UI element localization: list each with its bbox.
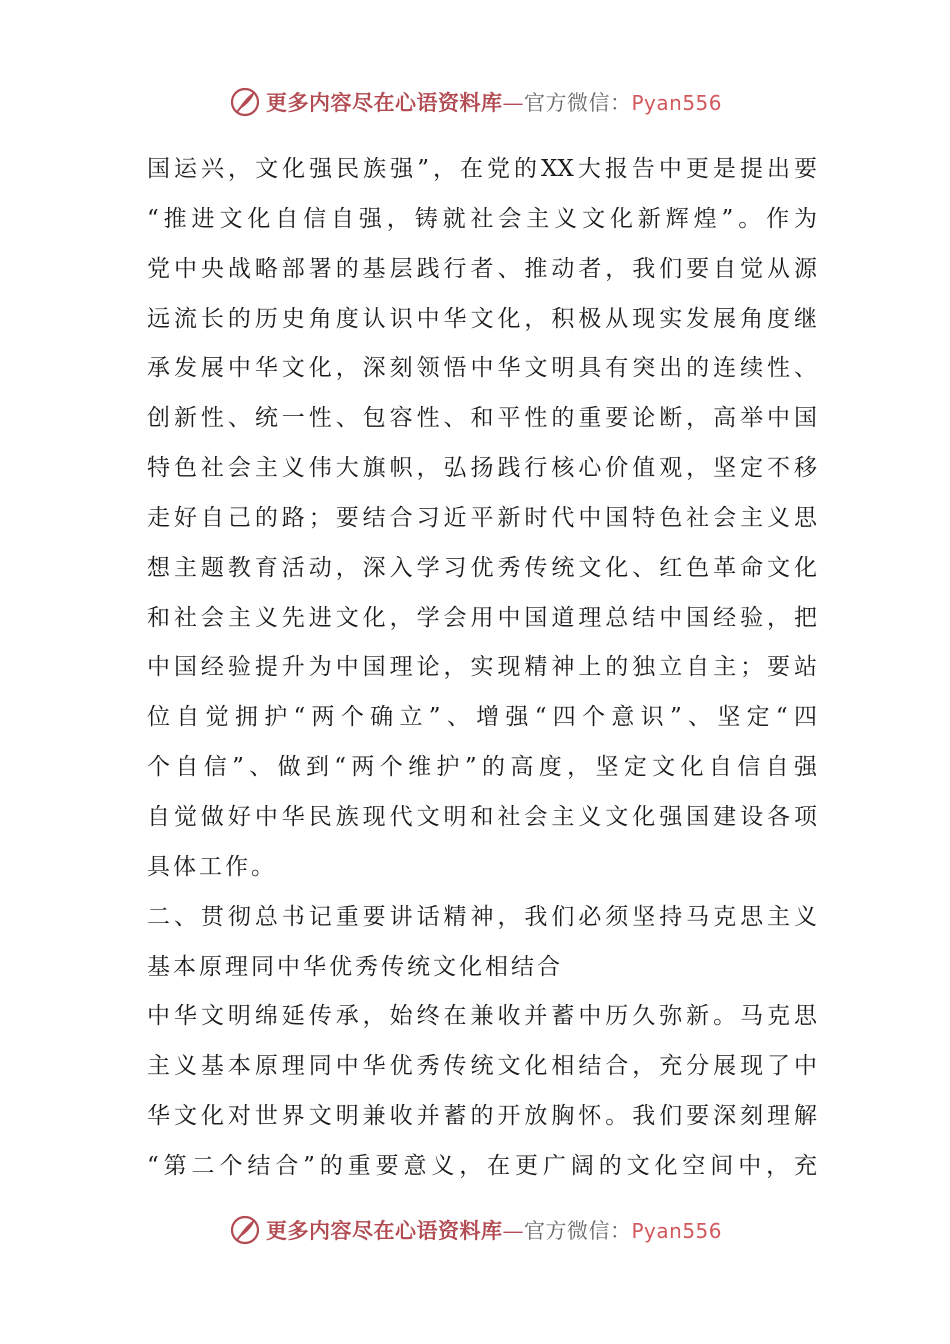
text-line: 基本原理同中华优秀传统文化相结合 bbox=[147, 953, 563, 980]
banner-separator: — bbox=[502, 1219, 524, 1243]
text-line: “第二个结合”的重要意义，在更广阔的文化空间中，充 bbox=[147, 1152, 817, 1179]
library-name: 更多内容尽在心语资料库 bbox=[265, 1218, 503, 1243]
quill-pen-logo-icon bbox=[228, 1213, 262, 1247]
text-line: 二、贯彻总书记重要讲话精神，我们必须坚持马克思主义 bbox=[147, 903, 817, 930]
text-line: 特色社会主义伟大旗帜，弘扬践行核心价值观，坚定不移 bbox=[147, 455, 817, 482]
library-name: 更多内容尽在心语资料库 bbox=[265, 90, 503, 115]
text-line: 国运兴，文化强民族强”，在党的XX大报告中更是提出要 bbox=[147, 156, 817, 182]
wechat-label: 官方微信： bbox=[523, 1219, 632, 1243]
text-line: 想主题教育活动，深入学习优秀传统文化、红色革命文化 bbox=[147, 554, 817, 581]
wechat-id: Pyan556 bbox=[631, 91, 722, 115]
text-line: 创新性、统一性、包容性、和平性的重要论断，高举中国 bbox=[147, 405, 817, 432]
text-line: 走好自己的路；要结合习近平新时代中国特色社会主义思 bbox=[147, 504, 817, 531]
text-line: 华文化对世界文明兼收并蓄的开放胸怀。我们要深刻理解 bbox=[147, 1103, 817, 1130]
text-line: 位自觉拥护“两个确立”、增强“四个意识”、坚定“四 bbox=[147, 704, 817, 731]
document-body bbox=[147, 145, 817, 1192]
wechat-label: 官方微信： bbox=[523, 91, 632, 115]
text-line: 中国经验提升为中国理论，实现精神上的独立自主；要站 bbox=[147, 654, 817, 681]
text-line: 承发展中华文化，深刻领悟中华文明具有突出的连续性、 bbox=[147, 355, 817, 382]
quill-pen-logo-icon bbox=[228, 85, 262, 119]
text-line: “推进文化自信自强，铸就社会主义文化新辉煌”。作为 bbox=[147, 205, 817, 232]
header-watermark-banner bbox=[0, 82, 950, 122]
text-line: 远流长的历史角度认识中华文化，积极从现实发展角度继 bbox=[147, 305, 817, 332]
banner-separator: — bbox=[502, 91, 524, 115]
text-line: 主义基本原理同中华优秀传统文化相结合，充分展现了中 bbox=[147, 1053, 817, 1080]
watermark-text bbox=[266, 1215, 722, 1245]
text-line: 个自信”、做到“两个维护”的高度，坚定文化自信自强 bbox=[147, 754, 817, 781]
text-line: 党中央战略部署的基层践行者、推动者，我们要自觉从源 bbox=[147, 255, 817, 282]
text-line: 具体工作。 bbox=[147, 853, 277, 880]
text-line: 中华文明绵延传承，始终在兼收并蓄中历久弥新。马克思 bbox=[147, 1003, 817, 1030]
text-line: 和社会主义先进文化，学会用中国道理总结中国经验，把 bbox=[147, 604, 817, 631]
footer-watermark-banner bbox=[0, 1210, 950, 1250]
text-line: 自觉做好中华民族现代文明和社会主义文化强国建设各项 bbox=[147, 803, 817, 830]
wechat-id: Pyan556 bbox=[631, 1219, 722, 1243]
watermark-text bbox=[266, 87, 722, 117]
